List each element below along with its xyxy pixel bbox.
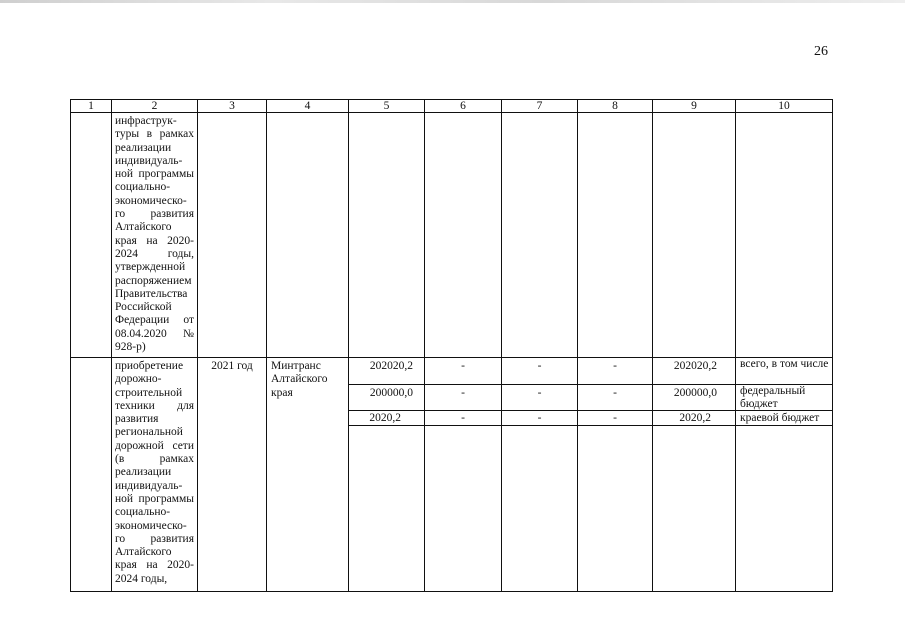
federal-col-8: - (613, 387, 617, 399)
regional-col-5: 2020,2 (369, 412, 401, 424)
federal-col-9: 200000,0 (673, 387, 717, 399)
header-col-4: 4 (304, 100, 311, 112)
header-col-2: 2 (151, 100, 158, 112)
total-col-5: 202020,2 (369, 360, 413, 372)
scan-edge-artifact (0, 0, 905, 3)
measure-description: приобретение дорожно-строительной техники для развития региональной дорожной сети (в рамках реализации индивидуаль-ной программы социально-экономическо-го развития Алтайского края на 2020-2024 годы, (115, 360, 194, 585)
header-col-10: 10 (778, 100, 790, 112)
executor: Минтранс Алтайского края (271, 360, 328, 399)
regional-col-7: - (537, 412, 542, 424)
header-col-7: 7 (536, 100, 543, 112)
header-col-3: 3 (229, 100, 235, 112)
header-col-1: 1 (88, 100, 94, 112)
implementation-period: 2021 год (211, 360, 253, 372)
header-col-6: 6 (460, 100, 466, 112)
regional-col-6: - (461, 412, 465, 424)
header-col-8: 8 (612, 100, 618, 112)
federal-source: федеральный бюджет (740, 385, 806, 411)
header-col-5: 5 (383, 100, 390, 112)
regional-col-8: - (613, 412, 617, 424)
header-col-9: 9 (691, 100, 697, 112)
page-number: 26 (814, 44, 828, 59)
total-col-6: - (461, 360, 465, 372)
regional-source: краевой бюджет (740, 412, 820, 424)
regional-col-9: 2020,2 (679, 412, 711, 424)
federal-col-7: - (537, 387, 542, 399)
total-col-8: - (613, 360, 617, 372)
federal-col-6: - (461, 387, 465, 399)
federal-col-5: 200000,0 (369, 387, 413, 399)
total-source: всего, в том числе (740, 358, 829, 370)
total-col-9: 202020,2 (673, 360, 717, 372)
total-col-7: - (537, 360, 542, 372)
continued-description: инфраструк-туры в рамках реализации индивидуаль-ной программы социально-экономическо-го развития Алтайского края на 2020-2024 годы, утвержденной распоряжением Правительства Российской Федерации от 08.04.2020 № 928-р) (115, 115, 194, 354)
